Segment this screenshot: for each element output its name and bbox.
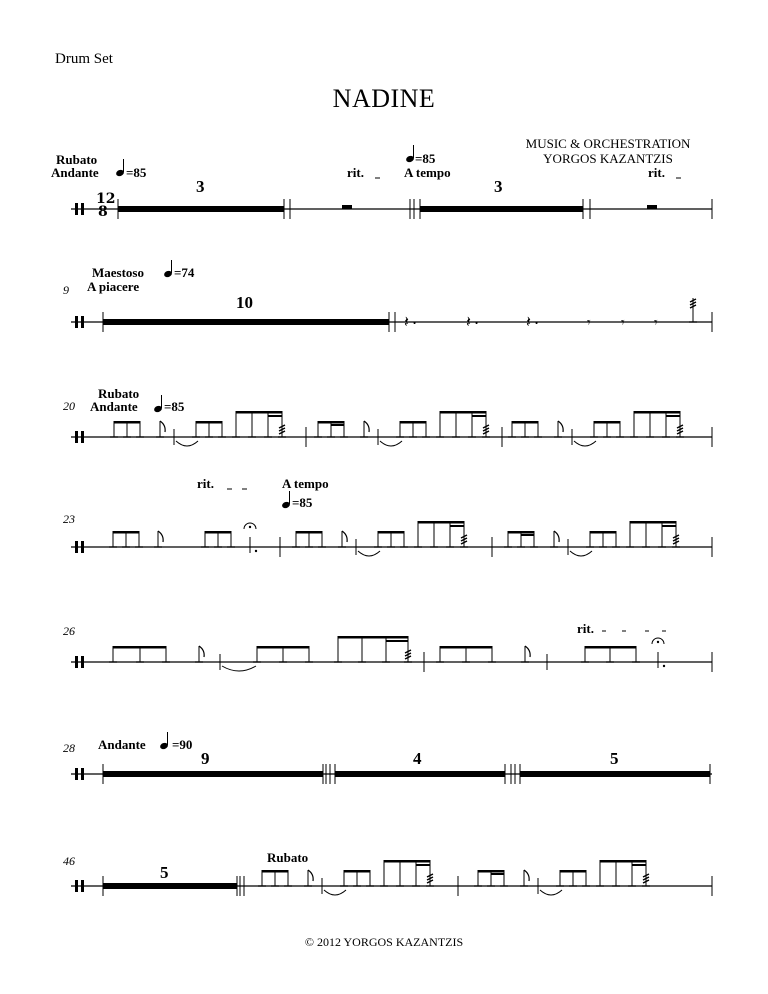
- rit-marking-2: rit.: [648, 165, 665, 180]
- time-sig-top: 12: [96, 191, 116, 207]
- beam: [296, 531, 322, 534]
- beam: [318, 421, 344, 424]
- dot: .: [412, 309, 418, 328]
- quarter-rest: 𝄽: [466, 312, 471, 331]
- multirest-count-1: 3: [196, 177, 205, 196]
- notation-marks: [75, 145, 712, 896]
- instrument-name: Drum Set: [55, 51, 113, 67]
- time-sig-bottom: 8: [98, 204, 108, 220]
- multirest-bar: [335, 771, 505, 777]
- percussion-clef-bar: [75, 431, 78, 443]
- beam-secondary: [632, 864, 646, 866]
- beam: [585, 646, 636, 649]
- beam: [508, 531, 534, 534]
- beam: [440, 646, 492, 649]
- tempo-andante-1: Andante: [51, 165, 99, 180]
- eighth-rest: 𝄾: [654, 315, 658, 331]
- measure-number-23: 23: [63, 512, 75, 526]
- beam: [257, 646, 309, 649]
- dot: .: [474, 309, 480, 328]
- eighth-flag: [158, 531, 163, 542]
- beam-secondary: [416, 864, 430, 866]
- beam: [560, 870, 586, 873]
- eighth-flag: [199, 646, 204, 657]
- beam-secondary: [386, 640, 408, 642]
- tempo-rubato-3: Rubato: [98, 386, 140, 401]
- percussion-clef-bar: [75, 541, 78, 553]
- tie: [324, 890, 346, 895]
- beam: [600, 860, 646, 863]
- beam: [113, 531, 139, 534]
- percussion-clef-bar: [81, 656, 84, 668]
- metronome-4: =85: [292, 495, 313, 510]
- beam-sixteenth: [331, 424, 344, 426]
- measure-number-20: 20: [63, 399, 75, 413]
- tie: [176, 441, 198, 446]
- measure-number-26: 26: [63, 624, 75, 638]
- tie: [380, 441, 402, 446]
- tempo-a-tempo-4: A tempo: [282, 476, 329, 491]
- multirest-bar: [520, 771, 710, 777]
- beam: [440, 411, 486, 414]
- beam-secondary: [472, 415, 486, 417]
- dot: [663, 665, 665, 667]
- tempo-rubato-1: Rubato: [56, 152, 98, 167]
- tie: [570, 551, 592, 556]
- beam-secondary: [268, 415, 282, 417]
- fermata-dot: [657, 641, 659, 643]
- quarter-rest: 𝄽: [526, 312, 531, 331]
- eighth-flag: [525, 646, 530, 657]
- multirest-count-10: 10: [236, 293, 253, 312]
- beam-secondary: [666, 415, 680, 417]
- percussion-clef-bar: [81, 541, 84, 553]
- percussion-clef-bar: [81, 431, 84, 443]
- percussion-clef-bar: [75, 316, 78, 328]
- beam-secondary: [450, 525, 464, 527]
- measure-number-28: 28: [63, 741, 75, 755]
- multirest-count-5b: 5: [160, 863, 169, 882]
- metronome-6: =90: [172, 737, 193, 752]
- beam: [113, 646, 166, 649]
- percussion-clef-bar: [81, 316, 84, 328]
- tie: [222, 666, 256, 671]
- beam-sixteenth: [491, 873, 504, 875]
- metronome-3: =85: [164, 399, 185, 414]
- multirest-bar: [103, 771, 323, 777]
- eighth-flag: [160, 421, 165, 432]
- whole-rest: [647, 205, 657, 209]
- dot: .: [534, 309, 540, 328]
- percussion-clef-bar: [81, 880, 84, 892]
- eighth-flag: [342, 531, 347, 542]
- beam-sixteenth: [521, 534, 534, 536]
- beam-secondary: [662, 525, 676, 527]
- beam: [378, 531, 404, 534]
- multirest-count-9: 9: [201, 749, 210, 768]
- beam: [205, 531, 231, 534]
- measure-number-46: 46: [63, 854, 75, 868]
- tempo-andante-3: Andante: [90, 399, 138, 414]
- multirest-count-2: 3: [494, 177, 503, 196]
- rit-marking-1: rit.: [347, 165, 364, 180]
- percussion-clef-bar: [75, 768, 78, 780]
- beam: [630, 521, 676, 524]
- tempo-a-piacere: A piacere: [87, 279, 140, 294]
- eighth-flag: [308, 870, 313, 881]
- beam: [344, 870, 370, 873]
- percussion-clef-bar: [81, 768, 84, 780]
- beam: [400, 421, 426, 424]
- copyright-notice: © 2012 YORGOS KAZANTZIS: [304, 935, 464, 949]
- metronome-maestoso: =74: [174, 265, 195, 280]
- multirest-count-4: 4: [413, 749, 422, 768]
- piece-title: NADINE: [332, 84, 436, 113]
- multirest-bar: [103, 883, 237, 889]
- eighth-flag: [558, 421, 563, 432]
- percussion-clef-bar: [81, 203, 84, 215]
- beam: [114, 421, 140, 424]
- eighth-flag: [524, 870, 529, 881]
- credit-line-1: MUSIC & ORCHESTRATION: [525, 136, 691, 151]
- multirest-bar: [420, 206, 583, 212]
- beam: [338, 636, 408, 639]
- percussion-clef-bar: [75, 203, 78, 215]
- tempo-rubato-7: Rubato: [267, 850, 309, 865]
- beam: [478, 870, 504, 873]
- percussion-clef-bar: [75, 880, 78, 892]
- credit-line-2: YORGOS KAZANTZIS: [543, 151, 673, 166]
- beam: [196, 421, 222, 424]
- eighth-rest: 𝄾: [587, 315, 591, 331]
- rit-marking-3: rit.: [197, 476, 214, 491]
- tempo-maestoso: Maestoso: [92, 265, 144, 280]
- beam: [590, 531, 616, 534]
- beam: [512, 421, 538, 424]
- tie: [574, 441, 596, 446]
- multirest-count-5a: 5: [610, 749, 619, 768]
- tie: [540, 890, 562, 895]
- quarter-rest: 𝄽: [404, 312, 409, 331]
- eighth-flag: [554, 531, 559, 542]
- beam: [384, 860, 430, 863]
- beam: [594, 421, 620, 424]
- multirest-bar: [103, 319, 389, 325]
- metronome-2: =85: [415, 151, 436, 166]
- tie: [358, 551, 380, 556]
- tempo-a-tempo-1: A tempo: [404, 165, 451, 180]
- rit-marking-4: rit.: [577, 621, 594, 636]
- eighth-flag: [364, 421, 369, 432]
- percussion-clef-bar: [75, 656, 78, 668]
- fermata-dot: [249, 526, 251, 528]
- beam: [262, 870, 288, 873]
- metronome-1: =85: [126, 165, 147, 180]
- multirest-bar: [118, 206, 284, 212]
- beam: [418, 521, 464, 524]
- dot: [255, 550, 257, 552]
- beam: [236, 411, 282, 414]
- whole-rest: [342, 205, 352, 209]
- beam: [634, 411, 680, 414]
- tempo-andante-6: Andante: [98, 737, 146, 752]
- measure-number-9: 9: [63, 283, 69, 297]
- eighth-rest: 𝄾: [621, 315, 625, 331]
